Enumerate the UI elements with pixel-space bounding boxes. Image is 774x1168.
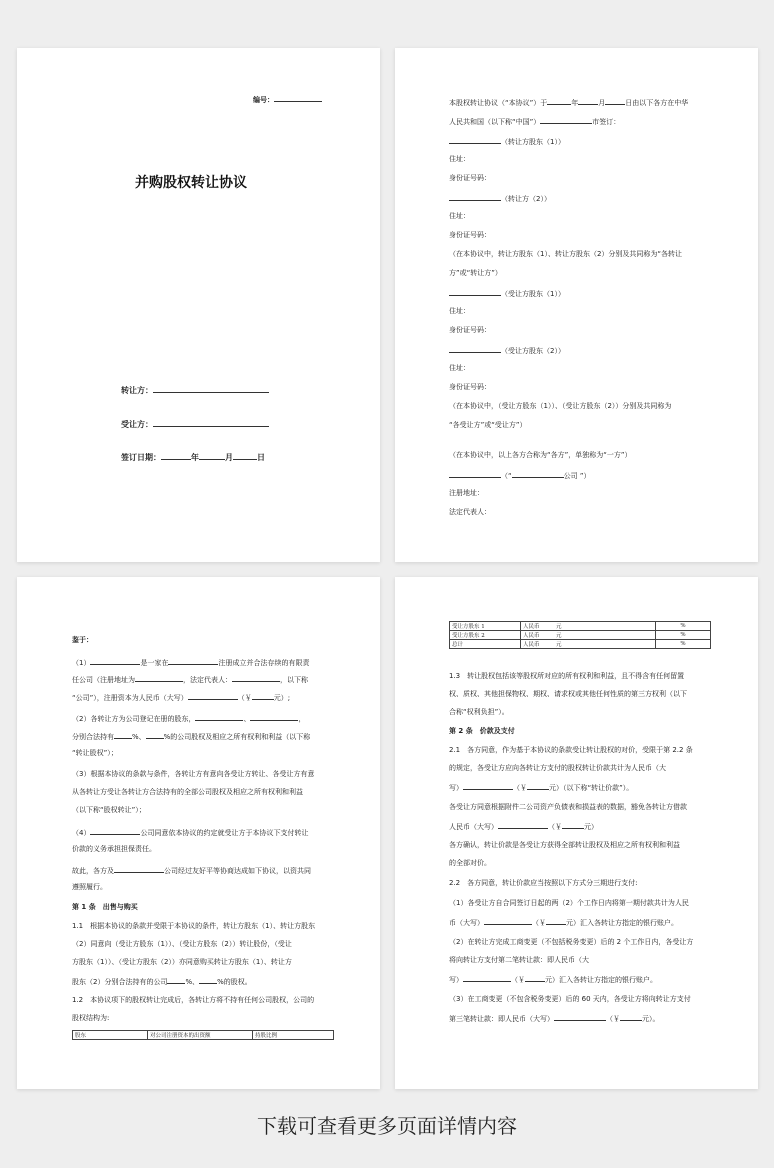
paragraph-line: 股权结构为: bbox=[72, 1014, 110, 1022]
table-cell: % bbox=[656, 631, 711, 640]
address-label: 住址： bbox=[449, 155, 470, 163]
paragraph-line: 合称“权利负担”）。 bbox=[449, 708, 509, 716]
shareholding-table bbox=[72, 1030, 334, 1040]
paragraph-line: （3）根据本协议的条款与条件，各转让方有意向各受让方转让、各受让方有意 bbox=[72, 770, 315, 778]
table-header-cell: 股东 bbox=[73, 1031, 148, 1040]
party-transferee-1: （受让方股东（1）） bbox=[449, 288, 565, 299]
paragraph-line: （2）各转让方为公司登记在册的股东， 、 ， bbox=[72, 715, 306, 723]
document-title: 并购股权转让协议 bbox=[135, 175, 247, 191]
id-label: 身份证号码： bbox=[449, 231, 491, 239]
contract-number-label: 编号： bbox=[253, 96, 274, 104]
paragraph-line: 写） （￥ 元）（以下称“转让价款”）。 bbox=[449, 784, 634, 792]
table-cell: % bbox=[656, 640, 711, 649]
contract-number bbox=[253, 94, 322, 105]
transferee-signature-line bbox=[121, 419, 269, 430]
paragraph-line: （2）在转让方完成工商变更（不包括税务变更）后的 2 个工作日内，各受让方 bbox=[449, 938, 694, 946]
paragraph-line: 将向转让方支付第二笔转让款：即人民币（大 bbox=[449, 956, 589, 964]
paragraph-line: 价款的义务承担担保责任。 bbox=[72, 845, 156, 853]
table-row bbox=[450, 622, 711, 631]
document-page-parties bbox=[395, 48, 758, 562]
contract-number-blank bbox=[274, 94, 322, 102]
paragraph-line: 写） （￥ 元）汇入各转让方指定的银行账户。 bbox=[449, 976, 657, 984]
transferor-label: 转让方： bbox=[121, 386, 153, 395]
transferee-label: 受让方： bbox=[121, 420, 153, 429]
paragraph-line: 权、质权、其他担保物权、期权、请求权或其他任何性质的第三方权利（以下 bbox=[449, 690, 687, 698]
article-heading: 第 1 条 出售与购买 bbox=[72, 903, 138, 911]
table-header-cell: 对公司注册资本的出资额 bbox=[148, 1031, 253, 1040]
paragraph-line: 币（大写） （￥ 元）汇入各转让方指定的银行账户。 bbox=[449, 919, 678, 927]
party-transferor-1: （转让方股东（1）） bbox=[449, 136, 565, 147]
legal-representative-label: 法定代表人： bbox=[449, 508, 491, 516]
id-label: 身份证号码： bbox=[449, 326, 491, 334]
document-page-payment bbox=[395, 577, 758, 1089]
table-cell: 人民币 元 bbox=[521, 640, 656, 649]
download-caption: 下载可查看更多页面详情内容 bbox=[257, 1114, 517, 1138]
paragraph-line: （在本协议中，转让方股东（1）、转让方股东（2）分别及共同称为“各转让 bbox=[449, 250, 683, 258]
paragraph-line: 2.1 各方同意，作为基于本协议的条款受让转让股权的对价，受限于第 2.2 条 bbox=[449, 746, 693, 754]
table-cell: % bbox=[656, 622, 711, 631]
table-cell: 人民币 元 bbox=[521, 631, 656, 640]
paragraph-line: 第三笔转让款：即人民币（大写） （￥ 元）。 bbox=[449, 1015, 660, 1023]
paragraph-line: 从各转让方受让各转让方合法持有的全部公司股权及相应之所有权利和利益 bbox=[72, 788, 303, 796]
paragraph-line: 各方确认，转让价款是各受让方获得全部转让股权及相应之所有权利和利益 bbox=[449, 841, 680, 849]
paragraph-line: （在本协议中，（受让方股东（1））、（受让方股东（2））分别及共同称为 bbox=[449, 402, 672, 410]
id-label: 身份证号码： bbox=[449, 174, 491, 182]
paragraph-line: （2）同意向（受让方股东（1））、（受让方股东（2））转让股份，（受让 bbox=[72, 940, 292, 948]
paragraph-line: （1）各受让方自合同签订日起的两（2）个工作日内将第一期付款共计为人民 bbox=[449, 899, 689, 907]
paragraph-line: 故此，各方及 公司经过友好平等协商达成如下协议，以资共同 bbox=[72, 867, 311, 875]
table-cell: 人民币 元 bbox=[521, 622, 656, 631]
table-row bbox=[73, 1031, 334, 1040]
paragraph-line: 本股权转让协议（“本协议”）于 年 月 日由以下各方在中华 bbox=[449, 99, 689, 107]
registered-address-label: 注册地址： bbox=[449, 489, 484, 497]
paragraph-line: 各受让方同意根据附件二公司资产负债表和损益表的数据，豁免各转让方借款 bbox=[449, 803, 687, 811]
party-transferor-2: （转让方（2）） bbox=[449, 193, 551, 204]
paragraph-line: 方股东（1））、（受让方股东（2））亦同意购买转让方股东（1）、转让方 bbox=[72, 958, 292, 966]
paragraph-line: （1） 是一家在 注册成立并合法存续的有限责 bbox=[72, 659, 310, 667]
paragraph-line: （在本协议中，以上各方合称为“各方”，单独称为“一方”） bbox=[449, 451, 632, 459]
table-cell: 受让方股东 2 bbox=[450, 631, 521, 640]
paragraph-line: 的全部对价。 bbox=[449, 859, 491, 867]
article-heading: 第 2 条 价款及支付 bbox=[449, 727, 515, 735]
paragraph-line: 1.3 转让股权包括该等股权所对应的所有权利和利益，且不得含有任何留置 bbox=[449, 672, 685, 680]
paragraph-line: 的规定，各受让方应向各转让方支付的股权转让价款共计为人民币（大 bbox=[449, 764, 666, 772]
paragraph-line: 分别合法持有 %、 %的公司股权及相应之所有权利和利益（以下称 bbox=[72, 733, 311, 741]
paragraph-line: （以下称“股权转让”）； bbox=[72, 806, 146, 814]
paragraph-line: “公司”），注册资本为人民币（大写） （￥ 元）; bbox=[72, 694, 291, 702]
paragraph-line: 任公司（注册地址为 ，法定代表人： ，以下称 bbox=[72, 676, 308, 684]
paragraph-line: “各受让方”或“受让方”） bbox=[449, 421, 527, 429]
section-heading: 鉴于： bbox=[72, 636, 93, 644]
document-page-recitals bbox=[17, 577, 380, 1089]
paragraph-line: 人民共和国（以下称“中国”） 市签订： bbox=[449, 118, 621, 126]
paragraph-line: 人民币（大写） （￥ 元） bbox=[449, 823, 598, 831]
party-transferee-2: （受让方股东（2）） bbox=[449, 345, 565, 356]
party-company: （“ 公司 ”） bbox=[449, 470, 591, 481]
table-row bbox=[450, 640, 711, 649]
table-cell: 总计 bbox=[450, 640, 521, 649]
signing-date-label: 签订日期： bbox=[121, 453, 161, 462]
paragraph-line: （3）在工商变更（不包含税务变更）后的 60 天内，各受让方将向转让方支付 bbox=[449, 995, 691, 1003]
table-cell: 受让方股东 1 bbox=[450, 622, 521, 631]
paragraph-line: 1.1 根据本协议的条款并受限于本协议的条件，转让方股东（1）、转让方股东 bbox=[72, 922, 316, 930]
address-label: 住址： bbox=[449, 307, 470, 315]
paragraph-line: 遵照履行。 bbox=[72, 883, 107, 891]
table-row bbox=[450, 631, 711, 640]
table-header-cell: 持股比例 bbox=[253, 1031, 334, 1040]
paragraph-line: （4） 公司同意依本协议的约定就受让方于本协议下支付转让 bbox=[72, 829, 309, 837]
paragraph-line: “转让股权”）； bbox=[72, 749, 118, 757]
signing-date-line: 签订日期： 年 月 日 bbox=[121, 453, 265, 462]
paragraph-line: 方”或“转让方”） bbox=[449, 269, 502, 277]
address-label: 住址： bbox=[449, 212, 470, 220]
paragraph-line: 1.2 本协议项下的股权转让完成后，各转让方将不持有任何公司股权，公司的 bbox=[72, 996, 315, 1004]
address-label: 住址： bbox=[449, 364, 470, 372]
paragraph-line: 2.2 各方同意，转让价款应当按照以下方式分三期进行支付: bbox=[449, 879, 638, 887]
shareholding-table-continued bbox=[449, 621, 711, 649]
paragraph-line: 股东（2）分别合法持有的公司 %、 %的股权。 bbox=[72, 978, 252, 986]
id-label: 身份证号码： bbox=[449, 383, 491, 391]
document-page-cover bbox=[17, 48, 380, 562]
transferor-signature-line bbox=[121, 385, 269, 396]
